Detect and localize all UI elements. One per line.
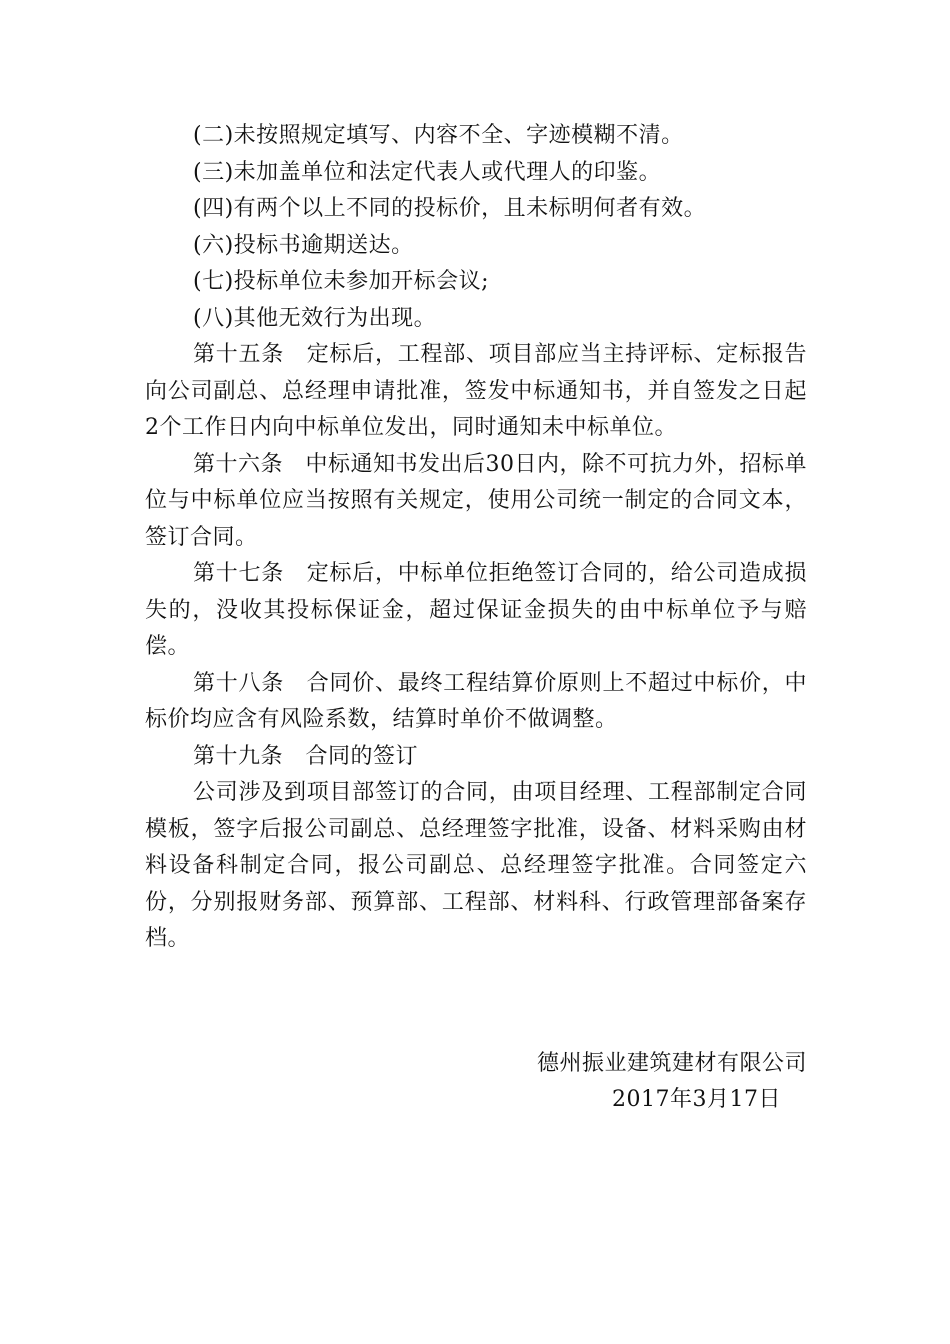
list-item: (二)未按照规定填写、内容不全、字迹模糊不清。 <box>193 123 684 148</box>
signature-block <box>537 1046 807 1118</box>
article-17: 第十七条 定标后，中标单位拒绝签订合同的，给公司造成损失的，没收其投标保证金，超过保证金损失的由中标单位予与赔偿。 <box>145 561 807 659</box>
list-item: (三)未加盖单位和法定代表人或代理人的印鉴。 <box>193 159 662 185</box>
article-16: 第十六条 中标通知书发出后30日内，除不可抗力外，招标单位与中标单位应当按照有关规定，使用公司统一制定的合同文本，签订合同。 <box>145 451 807 550</box>
article-15: 第十五条 定标后，工程部、项目部应当主持评标、定标报告向公司副总、总经理申请批准，签发中标通知书，并自签发之日起2个工作日内向中标单位发出，同时通知未中标单位。 <box>145 342 807 440</box>
company-name: 德州振业建筑建材有限公司 <box>536 1051 807 1076</box>
signature-date: 2017年3月17日 <box>612 1087 781 1112</box>
list-item: (四)有两个以上不同的投标价，且未标明何者有效。 <box>193 196 707 221</box>
list-item: (六)投标书逾期送达。 <box>193 232 414 258</box>
list-item: (八)其他无效行为出现。 <box>193 305 437 331</box>
article-18: 第十八条 合同价、最终工程结算价原则上不超过中标价，中标价均应含有风险系数，结算时单价不做调整。 <box>145 670 807 732</box>
article-19-heading: 第十九条 合同的签订 <box>193 743 419 769</box>
document-body <box>145 118 807 958</box>
article-19-body: 公司涉及到项目部签订的合同，由项目经理、工程部制定合同模板，签字后报公司副总、总经理签字批准，设备、材料采购由材料设备科制定合同，报公司副总、总经理签字批准。合同签定六份，分别报财务部、预算部、工程部、材料科、行政管理部备案存档。 <box>145 780 807 951</box>
list-item: (七)投标单位未参加开标会议; <box>193 269 490 294</box>
